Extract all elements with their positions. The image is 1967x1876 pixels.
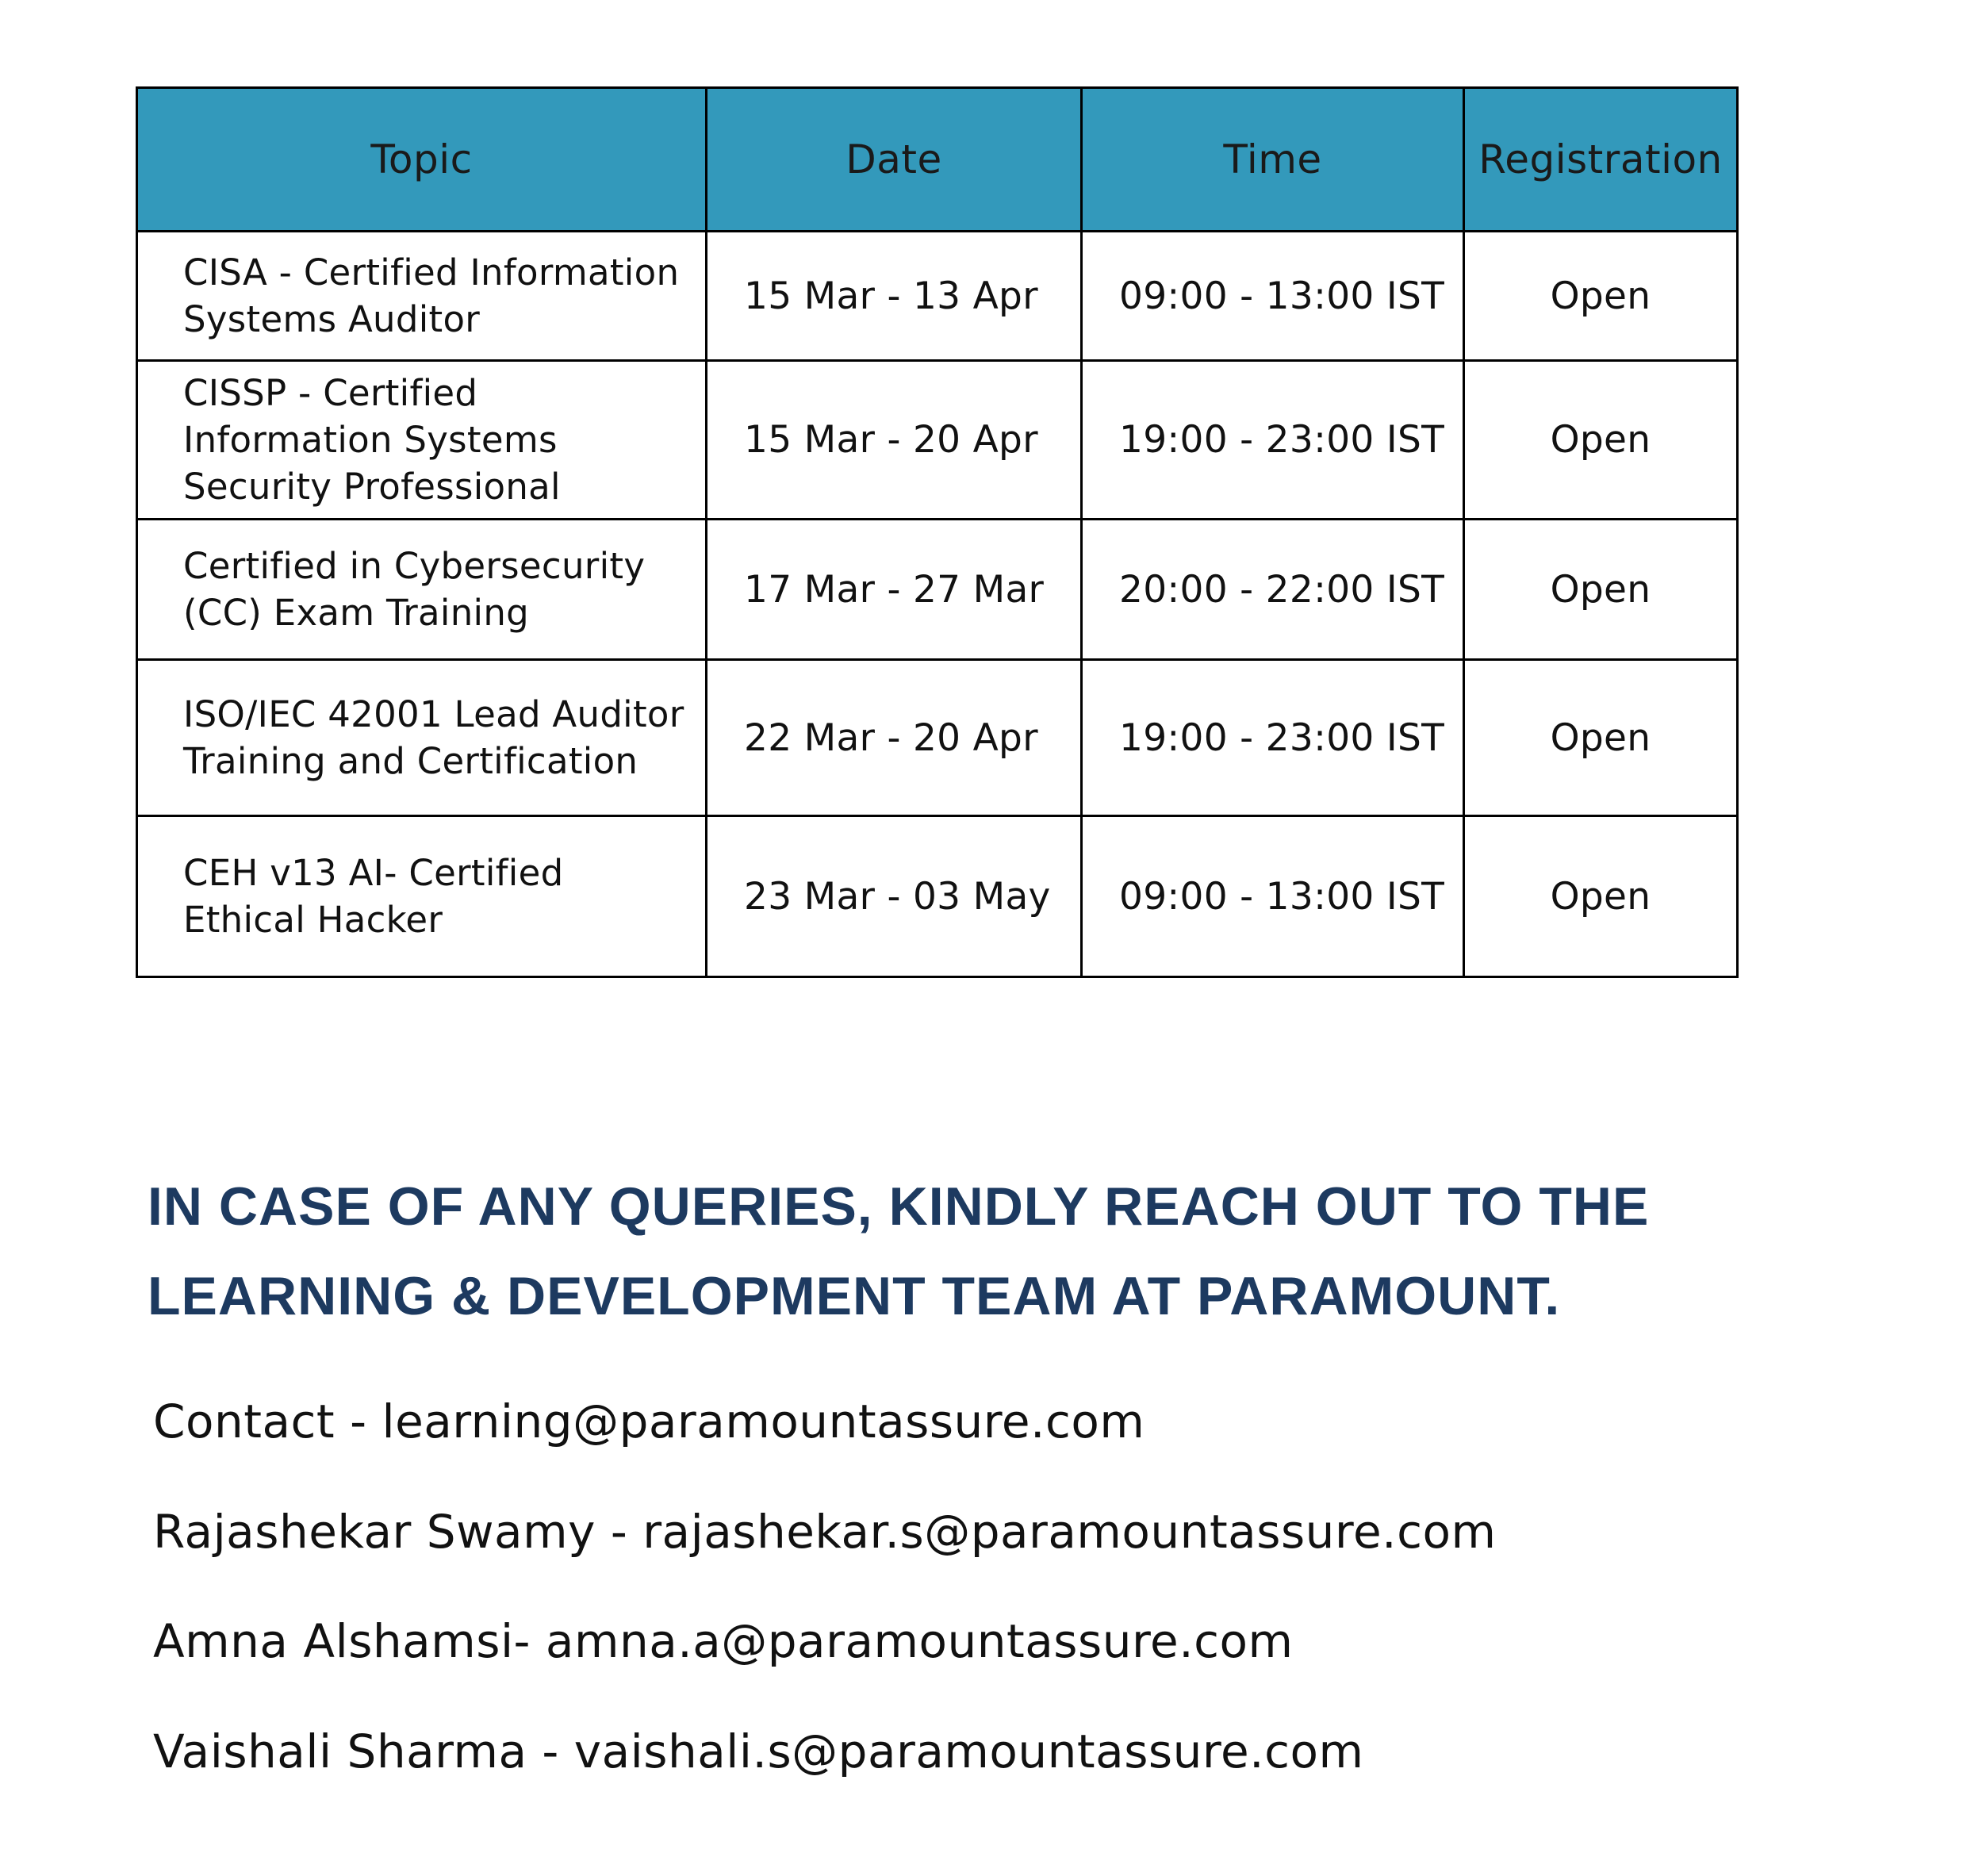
topic-cell	[137, 816, 707, 977]
table-row	[137, 520, 1738, 660]
time-cell: 19:00 - 23:00 IST	[1082, 361, 1464, 520]
contact-amna-alshamsi: Amna Alshamsi- amna.a@paramountassure.com	[153, 1614, 1294, 1668]
topic-line: Information Systems	[183, 419, 558, 461]
registration-status: Open	[1464, 816, 1738, 977]
topic-line: Ethical Hacker	[183, 899, 443, 941]
time-cell: 09:00 - 13:00 IST	[1082, 816, 1464, 977]
notice-line: IN CASE OF ANY QUERIES, KINDLY REACH OUT TO THE	[148, 1176, 1650, 1237]
column-header-topic: Topic	[137, 88, 707, 232]
date-cell: 17 Mar - 27 Mar	[707, 520, 1082, 660]
notice-line: LEARNING & DEVELOPMENT TEAM AT PARAMOUNT.	[148, 1266, 1561, 1326]
table-row	[137, 660, 1738, 816]
topic-line: ISO/IEC 42001 Lead Auditor	[183, 693, 684, 735]
topic-line: CISSP - Certified	[183, 372, 478, 414]
date-cell: 15 Mar - 13 Apr	[707, 232, 1082, 361]
contact-rajashekar-swamy: Rajashekar Swamy - rajashekar.s@paramountassure.com	[153, 1504, 1497, 1559]
table-row	[137, 816, 1738, 977]
queries-notice-heading	[148, 1162, 1853, 1341]
topic-cell	[137, 520, 707, 660]
table-row	[137, 361, 1738, 520]
date-cell: 23 Mar - 03 May	[707, 816, 1082, 977]
topic-line: Training and Certification	[183, 740, 638, 782]
topic-cell	[137, 361, 707, 520]
training-schedule-table	[136, 86, 1739, 978]
topic-line: CISA - Certified Information	[183, 251, 680, 293]
topic-line: Systems Auditor	[183, 298, 481, 340]
table-header-row	[137, 88, 1738, 232]
time-cell: 20:00 - 22:00 IST	[1082, 520, 1464, 660]
column-header-date: Date	[707, 88, 1082, 232]
table-row	[137, 232, 1738, 361]
topic-line: Security Professional	[183, 466, 561, 508]
time-cell: 09:00 - 13:00 IST	[1082, 232, 1464, 361]
topic-line: CEH v13 AI- Certified	[183, 852, 564, 894]
registration-status: Open	[1464, 520, 1738, 660]
topic-line: Certified in Cybersecurity	[183, 545, 646, 587]
contact-general: Contact - learning@paramountassure.com	[153, 1395, 1145, 1448]
time-cell: 19:00 - 23:00 IST	[1082, 660, 1464, 816]
column-header-time: Time	[1082, 88, 1464, 232]
contact-vaishali-sharma: Vaishali Sharma - vaishali.s@paramountassure.com	[153, 1724, 1364, 1778]
column-header-registration: Registration	[1464, 88, 1738, 232]
registration-status: Open	[1464, 361, 1738, 520]
date-cell: 15 Mar - 20 Apr	[707, 361, 1082, 520]
registration-status: Open	[1464, 660, 1738, 816]
date-cell: 22 Mar - 20 Apr	[707, 660, 1082, 816]
registration-status: Open	[1464, 232, 1738, 361]
topic-cell	[137, 660, 707, 816]
topic-cell	[137, 232, 707, 361]
contact-list	[153, 1390, 1496, 1829]
topic-line: (CC) Exam Training	[183, 592, 529, 634]
